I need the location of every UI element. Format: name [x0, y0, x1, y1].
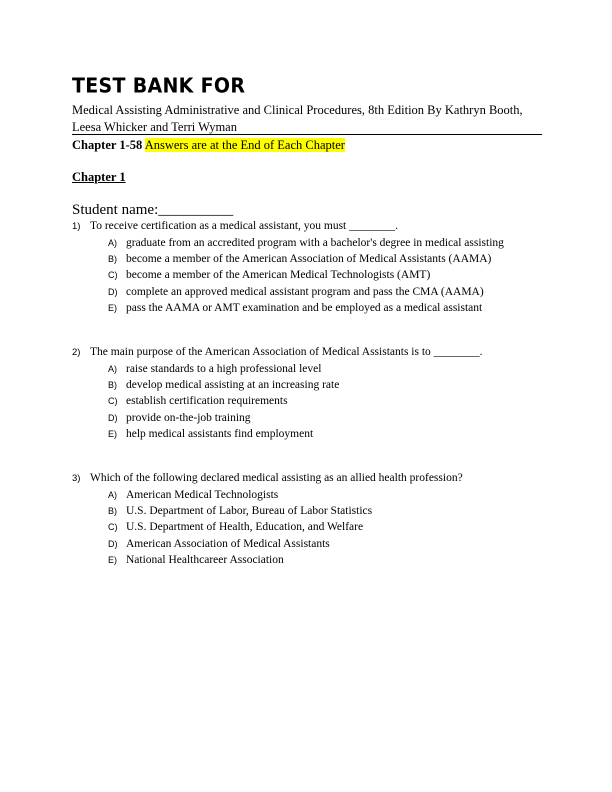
question-number: 3) [72, 473, 81, 484]
option-d [108, 412, 542, 428]
option-text: U.S. Department of Labor, Bureau of Labor Statistics [126, 505, 373, 518]
option-text: provide on-the-job training [126, 411, 251, 424]
option-c [108, 269, 542, 285]
question-stem [72, 472, 542, 489]
option-text: American Association of Medical Assistants [126, 537, 330, 550]
option-letter: A) [108, 490, 117, 500]
chapter-range-label: Chapter 1-58 [72, 138, 143, 152]
option-text: help medical assistants find employment [126, 427, 314, 440]
option-letter: E) [108, 302, 117, 313]
option-text: establish certification requirements [126, 395, 288, 408]
answers-note-highlight: Answers are at the End of Each Chapter [144, 138, 345, 152]
question-3 [72, 472, 542, 570]
option-text: raise standards to a high professional level [126, 363, 322, 375]
option-e [108, 428, 542, 444]
book-subtitle: Medical Assisting Administrative and Clinical Procedures, 8th Edition By Kathryn Booth, Leesa Whicker and Terri Wyman [72, 103, 523, 134]
option-letter: B) [108, 380, 117, 391]
option-letter: B) [108, 506, 117, 517]
option-a [108, 237, 542, 253]
question-stem [72, 220, 542, 237]
option-b [108, 379, 542, 395]
option-text: become a member of the American Medical Technologists (AMT) [126, 269, 431, 282]
option-a [108, 489, 542, 505]
question-number: 2) [72, 347, 81, 358]
option-text: pass the AAMA or AMT examination and be employed as a medical assistant [126, 301, 483, 314]
option-text: graduate from an accredited program with a bachelor's degree in medical assisting [126, 237, 504, 249]
student-name-field: Student name:__________ [72, 202, 234, 218]
chapter-range-line [72, 137, 345, 154]
option-text: complete an approved medical assistant program and pass the CMA (AAMA) [126, 285, 484, 298]
question-stem [72, 346, 542, 363]
option-letter: C) [108, 396, 118, 407]
option-text: National Healthcareer Association [126, 553, 284, 566]
option-d [108, 286, 542, 302]
question-text: The main purpose of the American Association of Medical Assistants is to ________. [90, 346, 483, 358]
question-text: To receive certification as a medical assistant, you must ________. [90, 220, 399, 232]
question-text: Which of the following declared medical assisting as an allied health profession? [90, 472, 463, 484]
document-title: TEST BANK FOR [72, 74, 246, 98]
option-letter: D) [108, 538, 118, 549]
answer-options [108, 237, 542, 318]
option-text: American Medical Technologists [126, 489, 279, 501]
option-letter: E) [108, 428, 117, 439]
option-letter: A) [108, 238, 117, 248]
answer-options [108, 489, 542, 570]
option-b [108, 253, 542, 269]
option-a [108, 363, 542, 379]
option-e [108, 554, 542, 570]
option-c [108, 395, 542, 411]
question-number: 1) [72, 221, 81, 232]
option-text: develop medical assisting at an increasing rate [126, 379, 340, 392]
answer-options [108, 363, 542, 444]
option-letter: D) [108, 412, 118, 423]
option-text: become a member of the American Association of Medical Assistants (AAMA) [126, 253, 492, 266]
option-text: U.S. Department of Health, Education, and Welfare [126, 521, 364, 534]
option-letter: C) [108, 270, 118, 281]
question-1 [72, 220, 542, 318]
option-letter: A) [108, 364, 117, 374]
title-divider [72, 134, 542, 135]
option-letter: C) [108, 522, 118, 533]
option-d [108, 538, 542, 554]
option-letter: D) [108, 286, 118, 297]
option-e [108, 302, 542, 318]
question-2 [72, 346, 542, 444]
option-b [108, 505, 542, 521]
chapter-heading: Chapter 1 [72, 170, 126, 184]
option-c [108, 521, 542, 537]
option-letter: E) [108, 554, 117, 565]
option-letter: B) [108, 254, 117, 265]
